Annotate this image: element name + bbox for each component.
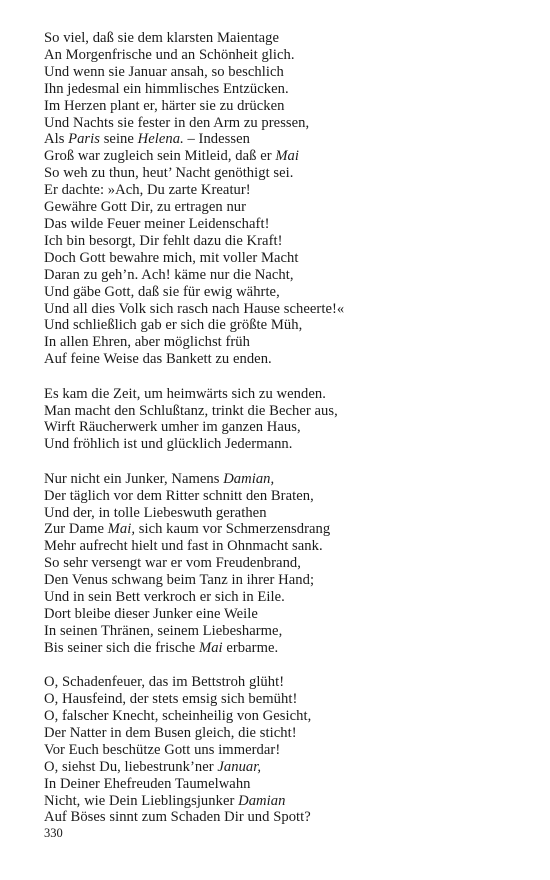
verse-line [44, 30, 514, 47]
italic-name: Januar, [217, 758, 262, 775]
verse-line [44, 233, 514, 250]
verse-text: Man macht den Schlußtanz, trinkt die Becher aus, [44, 402, 338, 419]
verse-line [44, 505, 514, 522]
verse-text: – Indessen [183, 131, 251, 148]
verse-text: Und in sein Bett verkroch er sich in Eile. [44, 589, 285, 606]
verse-line [44, 386, 514, 403]
verse-line [44, 488, 514, 505]
verse-text: Doch Gott bewahre mich, mit voller Macht [44, 249, 299, 266]
verse-line [44, 606, 514, 623]
verse-text: seine [100, 131, 138, 148]
verse-text: Der Natter in dem Busen gleich, die sticht! [44, 724, 297, 741]
verse-text: O, Schadenfeuer, das im Bettstroh glüht! [44, 674, 285, 691]
italic-name: Helena. [137, 131, 184, 148]
verse-line [44, 555, 514, 572]
verse-text: Der täglich vor dem Ritter schnitt den Braten, [44, 487, 314, 504]
verse-line [44, 199, 514, 216]
verse-line [44, 572, 514, 589]
verse-text: Ihn jedesmal ein himmlisches Entzücken. [44, 80, 289, 97]
verse-text: O, Hausfeind, der stets emsig sich bemüht! [44, 691, 298, 708]
verse-text: Im Herzen plant er, härter sie zu drücken [44, 97, 285, 114]
verse-line [44, 742, 514, 759]
verse-text: In Deiner Ehefreuden Taumelwahn [44, 775, 251, 792]
verse-text: Groß war zugleich sein Mitleid, daß er [44, 148, 276, 165]
italic-name: Damian, [223, 470, 275, 487]
verse-line [44, 623, 514, 640]
verse-text: Als [44, 131, 69, 148]
verse-text: Bis seiner sich die frische [44, 639, 199, 656]
verse-text: In allen Ehren, aber möglichst früh [44, 334, 250, 351]
page-number: 330 [44, 826, 63, 840]
verse-line [44, 776, 514, 793]
verse-text: In seinen Thränen, seinem Liebesharme, [44, 622, 283, 639]
verse-text: sich kaum vor Schmerzensdrang [135, 521, 331, 538]
verse-line [44, 691, 514, 708]
verse-line [44, 351, 514, 368]
verse-text: An Morgenfrische und an Schönheit glich. [44, 46, 295, 63]
verse-text: erbarme. [222, 639, 279, 656]
verse-line [44, 284, 514, 301]
verse-text: Nicht, wie Dein Lieblingsjunker [44, 792, 239, 809]
verse-text: Auf feine Weise das Bankett zu enden. [44, 351, 272, 368]
stanza [44, 386, 514, 454]
verse-line [44, 793, 514, 810]
verse-text: Es kam die Zeit, um heimwärts sich zu wenden. [44, 385, 326, 402]
verse-text: Daran zu geh’n. Ach! käme nur die Nacht, [44, 266, 294, 283]
stanza [44, 30, 514, 368]
verse-text: Zur Dame [44, 521, 108, 538]
verse-text: Den Venus schwang beim Tanz in ihrer Hand; [44, 572, 315, 589]
verse-text: Und Nachts sie fester in den Arm zu pressen, [44, 114, 310, 131]
verse-line [44, 250, 514, 267]
verse-line [44, 81, 514, 98]
verse-text: Und all dies Volk sich rasch nach Hause scheerte!« [44, 300, 345, 317]
verse-line [44, 471, 514, 488]
italic-name: Damian [238, 792, 286, 809]
verse-line [44, 182, 514, 199]
verse-text: O, siehst Du, liebestrunk’ner [44, 758, 218, 775]
verse-text: Er dachte: »Ach, Du zarte Kreatur! [44, 182, 251, 199]
verse-line [44, 216, 514, 233]
verse-line [44, 725, 514, 742]
verse-text: Gewähre Gott Dir, zu ertragen nur [44, 199, 247, 216]
verse-line [44, 115, 514, 132]
stanza [44, 471, 514, 657]
italic-name: Mai [275, 148, 299, 165]
verse-line [44, 301, 514, 318]
verse-line [44, 64, 514, 81]
verse-line [44, 436, 514, 453]
verse-line [44, 419, 514, 436]
verse-line [44, 674, 514, 691]
verse-line [44, 131, 514, 148]
poem-text [44, 30, 514, 844]
verse-line [44, 809, 514, 826]
italic-name: Mai, [107, 521, 136, 538]
verse-text: Das wilde Feuer meiner Leidenschaft! [44, 215, 270, 232]
verse-text: Und fröhlich ist und glücklich Jedermann. [44, 436, 293, 453]
verse-line [44, 640, 514, 657]
verse-text: Mehr aufrecht hielt und fast in Ohnmacht sank. [44, 538, 323, 555]
verse-text: So weh zu thun, heut’ Nacht genöthigt sei. [44, 165, 294, 182]
verse-line [44, 267, 514, 284]
verse-line [44, 165, 514, 182]
verse-text: Dort bleibe dieser Junker eine Weile [44, 606, 258, 622]
verse-text: Nur nicht ein Junker, Namens [44, 470, 224, 487]
verse-text: Wirft Räucherwerk umher im ganzen Haus, [44, 419, 301, 436]
verse-line [44, 589, 514, 606]
verse-line [44, 708, 514, 725]
verse-line [44, 521, 514, 538]
italic-name: Paris [68, 131, 100, 148]
verse-line [44, 148, 514, 165]
verse-text: Auf Böses sinnt zum Schaden Dir und Spott? [44, 809, 311, 826]
verse-text: So viel, daß sie dem klarsten Maientage [44, 30, 279, 46]
verse-line [44, 317, 514, 334]
verse-line [44, 98, 514, 115]
verse-line [44, 538, 514, 555]
verse-text: Und gäbe Gott, daß sie für ewig währte, [44, 283, 280, 300]
verse-text: Ich bin besorgt, Dir fehlt dazu die Kraft! [44, 232, 283, 249]
verse-text: Vor Euch beschütze Gott uns immerdar! [44, 741, 281, 758]
verse-line [44, 759, 514, 776]
verse-text: So sehr versengt war er vom Freudenbrand, [44, 555, 301, 572]
italic-name: Mai [199, 639, 223, 656]
verse-text: Und wenn sie Januar ansah, so beschlich [44, 63, 284, 80]
verse-text: Und schließlich gab er sich die größte Müh, [44, 317, 303, 334]
verse-text: Und der, in tolle Liebeswuth gerathen [44, 504, 267, 521]
verse-line [44, 334, 514, 351]
stanza [44, 674, 514, 826]
verse-line [44, 47, 514, 64]
verse-line [44, 403, 514, 420]
verse-text: O, falscher Knecht, scheinheilig von Gesicht, [44, 708, 312, 725]
